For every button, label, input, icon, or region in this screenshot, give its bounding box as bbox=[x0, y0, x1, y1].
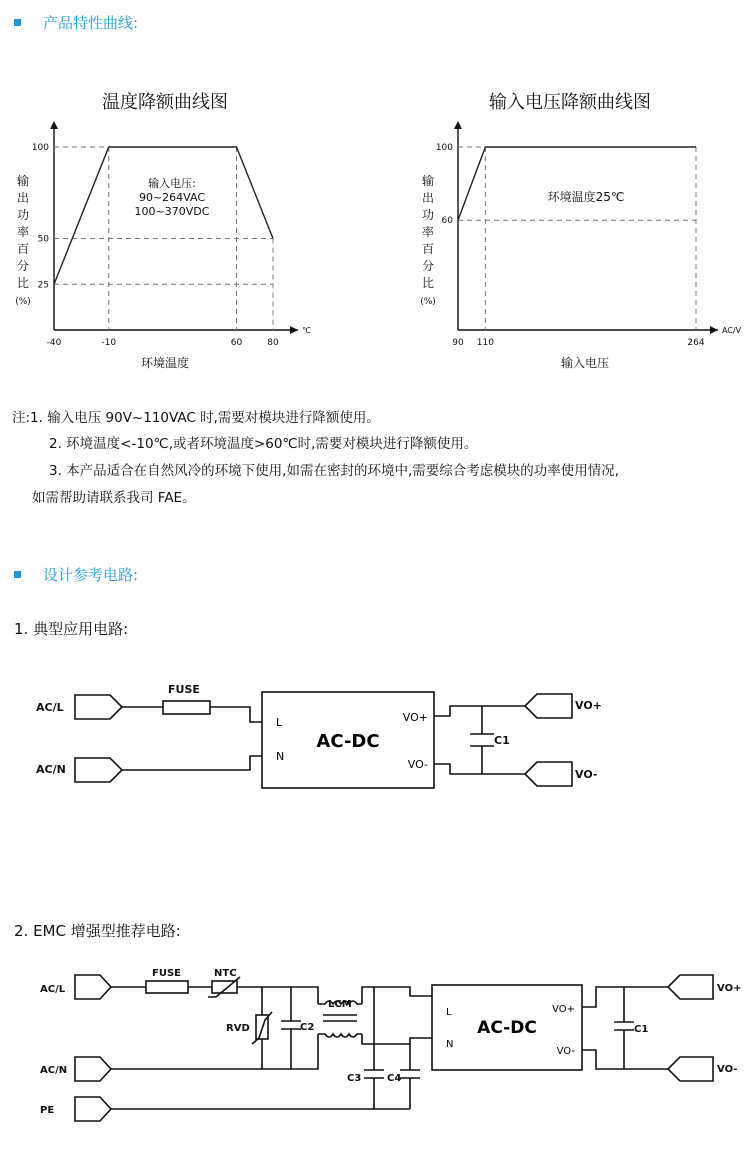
note-2: 2. 环境温度<-10℃,或者环境温度>60℃时,需要对模块进行降额使用。 bbox=[49, 436, 478, 452]
y-axis-label-char: 功 bbox=[16, 208, 30, 222]
input-terminal-pe-icon bbox=[75, 1097, 111, 1121]
fuse-icon bbox=[163, 701, 210, 714]
output-terminal-vo-minus-icon bbox=[525, 762, 572, 786]
y-axis-label bbox=[15, 173, 31, 307]
note-3: 3. 本产品适合在自然风冷的环境下使用,如需在密封的环境中,需要综合考虑模块的功率使用情况, bbox=[49, 463, 620, 479]
fuse-label: FUSE bbox=[152, 968, 181, 979]
y-tick-label: 100 bbox=[31, 143, 49, 153]
y-axis-label-char: 出 bbox=[421, 191, 435, 205]
capacitor-c1-icon bbox=[614, 1022, 634, 1030]
pin-l-label: L bbox=[276, 716, 283, 729]
circuit1-title: 1. 典型应用电路: bbox=[14, 620, 129, 638]
y-axis-label bbox=[420, 173, 436, 307]
ntc-label: NTC bbox=[214, 968, 237, 979]
input-terminal-acn-icon bbox=[75, 758, 122, 782]
y-axis-label-char: 率 bbox=[16, 225, 30, 239]
y-axis-label-char: 功 bbox=[421, 208, 435, 222]
pe-label: PE bbox=[40, 1105, 55, 1116]
c2-label: C2 bbox=[300, 1022, 315, 1033]
pin-n-label: N bbox=[446, 1039, 454, 1050]
pin-vo-minus-label: VO- bbox=[407, 758, 428, 771]
module-label: AC-DC bbox=[316, 731, 380, 752]
x-tick-label: -10 bbox=[101, 338, 117, 348]
circuit2-title: 2. EMC 增强型推荐电路: bbox=[14, 922, 181, 940]
chart-annotation: 输入电压: bbox=[148, 177, 196, 190]
x-axis-label: 输入电压 bbox=[560, 356, 610, 370]
pin-vo-plus-label: VO+ bbox=[402, 711, 428, 724]
typical-application-circuit bbox=[0, 670, 750, 810]
input-terminal-acl-icon bbox=[75, 975, 111, 999]
output-vo-minus-label: VO- bbox=[575, 768, 598, 781]
fuse-icon bbox=[146, 981, 188, 993]
y-axis-label-char: 百 bbox=[16, 242, 30, 256]
output-terminal-vo-plus-icon bbox=[668, 975, 713, 999]
chart-title: 输入电压降额曲线图 bbox=[489, 92, 651, 113]
note-1: 注:1. 输入电压 90V~110VAC 时,需要对模块进行降额使用。 bbox=[12, 410, 380, 426]
y-axis-label-char: 比 bbox=[16, 276, 30, 290]
section-header-characteristics bbox=[14, 12, 138, 33]
bullet-square-icon bbox=[14, 19, 21, 26]
y-tick-label: 60 bbox=[441, 216, 453, 227]
input-terminal-acl-icon bbox=[75, 695, 122, 719]
y-axis-label-char: 输 bbox=[16, 174, 30, 188]
section-title: 设计参考电路: bbox=[43, 566, 139, 584]
output-vo-plus-label: VO+ bbox=[717, 983, 742, 994]
ac-l-label: AC/L bbox=[36, 701, 64, 714]
x-axis-unit: AC/V bbox=[722, 326, 742, 335]
capacitor-c3-icon bbox=[364, 1070, 384, 1078]
chart-title: 温度降额曲线图 bbox=[102, 92, 228, 113]
output-terminal-vo-plus-icon bbox=[525, 694, 572, 718]
y-axis-label-char: 百 bbox=[421, 242, 435, 256]
derating-curve bbox=[458, 147, 696, 220]
note-3-continued: 如需帮助请联系我司 FAE。 bbox=[32, 490, 196, 506]
fuse-label: FUSE bbox=[168, 683, 200, 696]
c3-label: C3 bbox=[347, 1073, 362, 1084]
capacitor-c1-icon bbox=[470, 734, 494, 746]
pin-vo-minus-label: VO- bbox=[556, 1046, 575, 1057]
emc-enhanced-circuit bbox=[0, 962, 750, 1132]
y-axis-arrow-icon bbox=[50, 121, 58, 129]
y-axis-label-char: (%) bbox=[420, 297, 436, 307]
chart-annotation: 90~264VAC bbox=[138, 191, 206, 204]
pin-n-label: N bbox=[276, 750, 285, 763]
x-tick-label: 264 bbox=[687, 338, 705, 348]
x-axis-unit: ℃ bbox=[302, 326, 311, 335]
output-vo-plus-label: VO+ bbox=[575, 699, 602, 712]
section-header-design bbox=[14, 564, 138, 585]
ac-l-label: AC/L bbox=[40, 984, 66, 995]
x-axis-arrow-icon bbox=[710, 326, 718, 334]
x-axis-label: 环境温度 bbox=[140, 356, 190, 370]
ac-n-label: AC/N bbox=[40, 1065, 68, 1076]
y-tick-label: 100 bbox=[435, 143, 453, 153]
rvd-label: RVD bbox=[226, 1023, 250, 1034]
y-axis-label-char: 出 bbox=[16, 191, 30, 205]
x-tick-label: 110 bbox=[476, 338, 494, 348]
x-axis-arrow-icon bbox=[290, 326, 298, 334]
output-terminal-vo-minus-icon bbox=[668, 1057, 713, 1081]
input-voltage-derating-chart bbox=[380, 80, 750, 380]
x-tick-label: 90 bbox=[452, 338, 464, 348]
capacitor-c2-icon bbox=[281, 1021, 301, 1029]
c4-label: C4 bbox=[387, 1073, 402, 1084]
y-axis-label-char: 比 bbox=[421, 276, 435, 290]
section-title: 产品特性曲线: bbox=[43, 14, 139, 32]
c1-label: C1 bbox=[634, 1024, 649, 1035]
y-axis-label-char: 分 bbox=[421, 259, 435, 273]
temperature-derating-chart bbox=[0, 80, 370, 380]
y-axis-label-char: (%) bbox=[15, 297, 31, 307]
y-axis-arrow-icon bbox=[454, 121, 462, 129]
pin-vo-plus-label: VO+ bbox=[552, 1004, 575, 1015]
bullet-square-icon bbox=[14, 571, 21, 578]
x-tick-label: -40 bbox=[46, 338, 62, 348]
input-terminal-acn-icon bbox=[75, 1057, 111, 1081]
output-vo-minus-label: VO- bbox=[717, 1064, 738, 1075]
c1-label: C1 bbox=[494, 734, 510, 747]
y-axis-label-char: 输 bbox=[421, 174, 435, 188]
capacitor-c4-icon bbox=[400, 1070, 420, 1078]
y-axis-label-char: 率 bbox=[421, 225, 435, 239]
pin-l-label: L bbox=[446, 1007, 452, 1018]
ac-n-label: AC/N bbox=[36, 763, 66, 776]
y-axis-label-char: 分 bbox=[16, 259, 30, 273]
y-tick-label: 25 bbox=[37, 280, 49, 291]
x-tick-label: 60 bbox=[230, 338, 243, 348]
module-label: AC-DC bbox=[477, 1018, 537, 1038]
x-tick-label: 80 bbox=[267, 338, 279, 348]
lcm-label: LCM bbox=[328, 999, 352, 1010]
chart-annotation: 100~370VDC bbox=[134, 205, 210, 218]
y-tick-label: 50 bbox=[37, 234, 49, 245]
chart-annotation: 环境温度25℃ bbox=[547, 190, 625, 204]
